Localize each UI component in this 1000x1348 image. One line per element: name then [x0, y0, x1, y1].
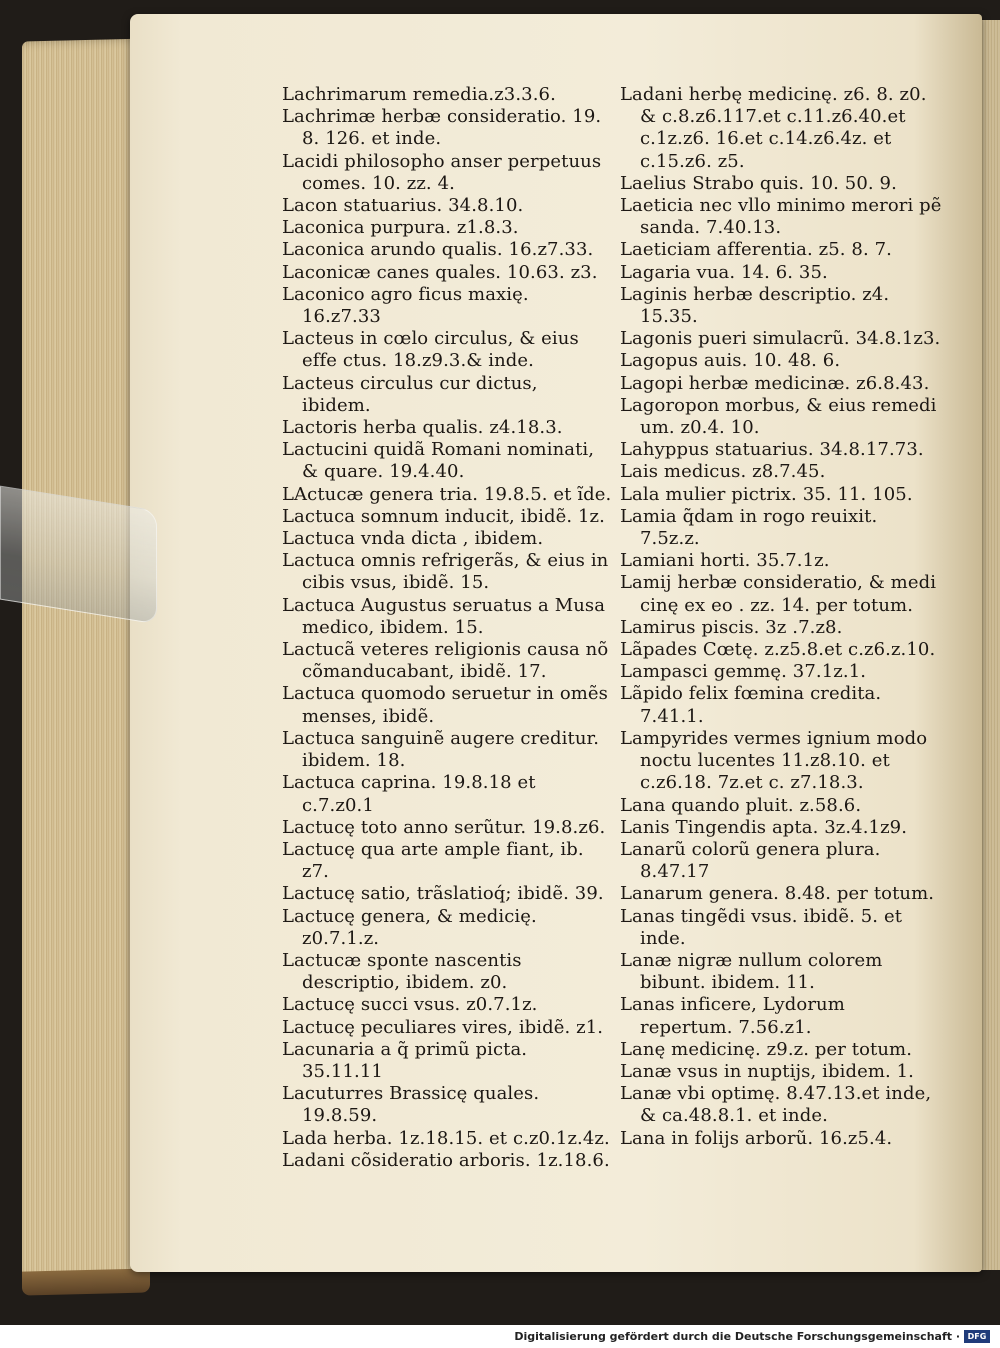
footer-bar — [0, 1325, 1000, 1348]
index-entry: Lamirus piscis. 3z .7.z8. — [620, 616, 843, 638]
index-entry: Laelius Strabo quis. 10. 50. 9. — [620, 172, 897, 194]
index-entry: Lahyppus statuarius. 34.8.17.73. — [620, 439, 924, 461]
dfg-logo: DFG — [964, 1330, 990, 1343]
index-entry: Lanas tingẽdi vsus. ibidẽ. 5. et inde. — [620, 905, 903, 949]
index-entry: Lanis Tingendis apta. 3z.4.1z9. — [620, 816, 908, 838]
index-entry: Lamia q̃dam in rogo reuixit. 7.5z.z. — [620, 505, 878, 550]
index-entry: Lãpido felix fœmina credita. 7.41.1. — [620, 683, 882, 727]
index-entry: Lactucę genera, & medicię. z0.7.1.z. — [282, 905, 537, 949]
index-entry: Laconicæ canes quales. 10.63. z3. — [282, 261, 598, 283]
index-entry: Lampyrides vermes ignium modo noctu lucentes 11.z8.10. et c.z6.18. 7z.et c. z7.18.3. — [620, 727, 928, 794]
index-column-right — [620, 84, 942, 1150]
index-entry: Lactucę toto anno serũtur. 19.8.z6. — [282, 816, 606, 838]
index-entry: Lanarum genera. 8.48. per totum. — [620, 883, 935, 905]
index-entry: Lala mulier pictrix. 35. 11. 105. — [620, 483, 913, 505]
index-entry: Laeticia nec vllo minimo merori pẽ sanda. 7.40.13. — [620, 195, 942, 239]
index-entry: Lana quando pluit. z.58.6. — [620, 794, 862, 816]
index-entry: Lana in folijs arborũ. 16.z5.4. — [620, 1127, 893, 1149]
index-entry: Lactuca omnis refrigerãs, & eius in cibis vsus, ibidẽ. 15. — [282, 550, 609, 594]
index-entry: Lactoris herba qualis. z4.18.3. — [282, 417, 563, 439]
index-entry: Lamiani horti. 35.7.1z. — [620, 550, 830, 572]
index-entry: Laconico agro ficus maxię. 16.z7.33 — [282, 283, 529, 328]
index-entry: Lanæ nigræ nullum colorem bibunt. ibidem. 11. — [620, 949, 883, 994]
index-entry: Lagopus auis. 10. 48. 6. — [620, 350, 841, 372]
index-entry: Laconica arundo qualis. 16.z7.33. — [282, 239, 594, 261]
index-entry: Lactucini quidã Romani nominati, & quare. 19.4.40. — [282, 439, 595, 483]
index-entry: LActucæ genera tria. 19.8.5. et ĩde. — [282, 483, 612, 505]
index-entry: Lactuca caprina. 19.8.18 et c.7.z0.1 — [282, 772, 536, 816]
index-entry: Lactucæ sponte nascentis descriptio, ibidem. z0. — [282, 949, 522, 994]
footer-credit: Digitalisierung gefördert durch die Deutsche Forschungsgemeinschaft · — [514, 1330, 960, 1343]
index-entry: Lanarũ colorũ genera plura. 8.47.17 — [620, 838, 881, 883]
index-entry: Lacunaria a q̃ primũ picta. 35.11.11 — [282, 1038, 528, 1082]
index-entry: Lagopi herbæ medicinæ. z6.8.43. — [620, 372, 930, 394]
index-entry: Lampasci gemmę. 37.1z.1. — [620, 661, 867, 683]
index-entry: Lactucę satio, trãslatioq́; ibidẽ. 39. — [282, 883, 604, 905]
index-entry: Lacteus in cœlo circulus, & eius effe ctus. 18.z9.3.& inde. — [282, 328, 579, 372]
index-entry: Lagaria vua. 14. 6. 35. — [620, 261, 828, 283]
index-entry: Lactucã veteres religionis causa nõ cõmanducabant, ibidẽ. 17. — [282, 639, 609, 683]
index-entry: Lactuca quomodo seruetur in omẽs menses, ibidẽ. — [282, 683, 609, 727]
index-entry: Lanæ vbi optimę. 8.47.13.et inde, & ca.48.8.1. et inde. — [620, 1083, 932, 1127]
index-entry: Lacon statuarius. 34.8.10. — [282, 195, 524, 217]
index-entry: Laconica purpura. z1.8.3. — [282, 217, 519, 239]
index-entry: Ladani cõsideratio arboris. 1z.18.6. — [282, 1149, 610, 1171]
index-entry: Lachrimarum remedia.z3.3.6. — [282, 84, 556, 105]
index-entry: Lactuca vnda dicta , ibidem. — [282, 528, 544, 550]
index-entry: Lacuturres Brassicę quales. 19.8.59. — [282, 1083, 540, 1127]
index-entry: Lagoropon morbus, & eius remedi um. z0.4. 10. — [620, 394, 937, 439]
index-entry: Lactucę qua arte ample fiant, ib. z7. — [282, 838, 584, 883]
index-entry: Lais medicus. z8.7.45. — [620, 461, 826, 483]
index-entry: Lactuca sanguinẽ augere creditur. ibidem. 18. — [282, 727, 600, 772]
index-entry: Lactuca somnum inducit, ibidẽ. 1z. — [282, 505, 605, 527]
index-entry: Lactucę succi vsus. z0.7.1z. — [282, 994, 538, 1016]
index-entry: Laeticiam afferentia. z5. 8. 7. — [620, 239, 892, 261]
index-entry: Lactuca Augustus seruatus a Musa medico, ibidem. 15. — [282, 594, 606, 638]
index-entry: Lagonis pueri simulacrũ. 34.8.1z3. — [620, 328, 941, 350]
index-entry: Lacidi philosopho anser perpetuus comes. 10. zz. 4. — [282, 150, 602, 194]
index-entry: Lada herba. 1z.18.15. et c.z0.1z.4z. — [282, 1127, 610, 1149]
index-entry: Ladani herbę medicinę. z6. 8. z0. & c.8.z6.117.et c.11.z6.40.et c.1z.z6. 16.et c.14.z6.4z. et c.15.z6. z5. — [620, 84, 927, 172]
index-entry: Lanas inficere, Lydorum repertum. 7.56.z1. — [620, 994, 845, 1038]
index-entry: Lãpades Cœtę. z.z5.8.et c.z6.z.10. — [620, 639, 936, 661]
index-entry: Lactucę peculiares vires, ibidẽ. z1. — [282, 1016, 604, 1038]
index-entry: Lachrimæ herbæ consideratio. 19. 8. 126. et inde. — [282, 106, 602, 150]
index-entry: Lanæ vsus in nuptijs, ibidem. 1. — [620, 1060, 915, 1082]
index-column-left — [282, 84, 612, 1172]
index-entry: Laginis herbæ descriptio. z4. 15.35. — [620, 283, 890, 328]
index-entry: Lanę medicinę. z9.z. per totum. — [620, 1038, 913, 1060]
index-entry: Lacteus circulus cur dictus, ibidem. — [282, 372, 538, 416]
index-entry: Lamij herbæ consideratio, & medi cinę ex eo . zz. 14. per totum. — [620, 572, 937, 616]
